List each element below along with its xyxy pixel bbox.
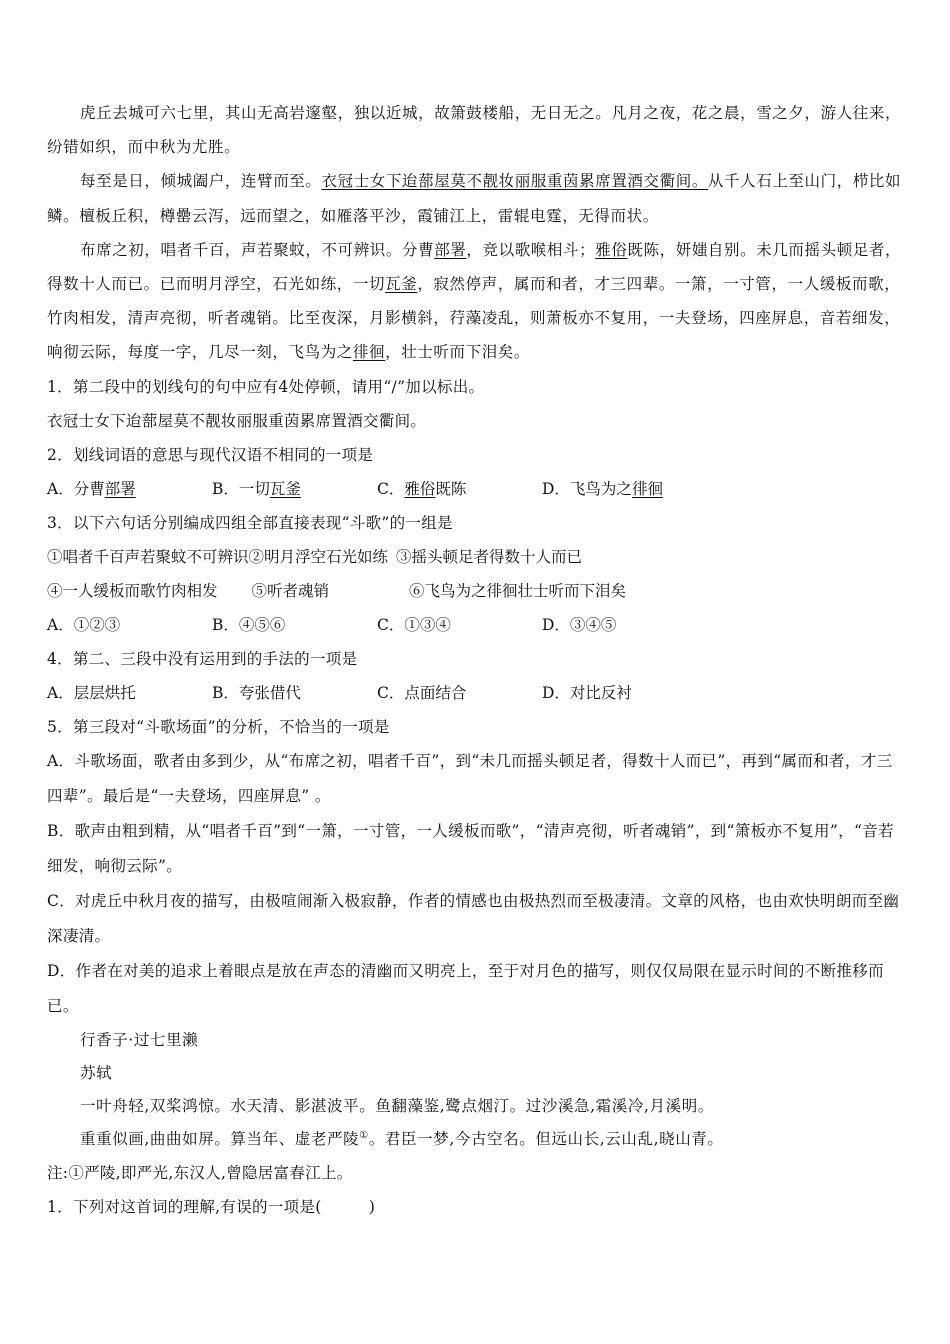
option-b[interactable] <box>212 472 377 506</box>
p2-text-after: 从千人石上至山门，栉比如鳞。檀板丘积，樽罍云泻，远而望之，如雁落平沙，霞铺江上，雷辊电霆，无得而状。 <box>47 172 902 225</box>
option-b-text: B．一切 <box>212 479 270 498</box>
poem-author: 苏轼 <box>80 1063 113 1082</box>
poem-section <box>47 1024 907 1224</box>
question-1-stem: 1．第二段中的划线句的句中应有4处停顿，请用“/”加以标出。 <box>47 377 485 396</box>
option-c[interactable] <box>377 472 542 506</box>
poem-line-2 <box>47 1123 907 1156</box>
poem-note: 注:①严陵,即严光,东汉人,曾隐居富春江上。 <box>47 1163 353 1182</box>
option-b[interactable]: B．歌声由粗到精，从“唱者千百”到“一箫，一寸管，一人缓板而歌”，“清声亮彻，听者魂销”，到“箫板亦不复用”，“音若细发，响彻云际”。 <box>47 821 895 875</box>
option-c-text-after: 既陈 <box>435 479 467 498</box>
option-a[interactable]: A．①②③ <box>47 615 121 634</box>
poem-title: 行香子·过七里濑 <box>80 1030 199 1049</box>
question-1 <box>47 370 907 438</box>
poem-question-1: 1．下列对这首词的理解,有误的一项是( ) <box>47 1197 376 1216</box>
p2-text-before: 每至是日，倾城阖户，连臂而至。 <box>80 172 322 191</box>
option-d[interactable] <box>542 472 707 506</box>
option-d[interactable]: D．对比反衬 <box>542 683 632 702</box>
p3-text-b: ，竞以歌喉相斗； <box>466 240 596 259</box>
passage-paragraph-3 <box>47 233 907 370</box>
underlined-word-paihuai: 徘徊 <box>352 343 386 362</box>
p3-text-d: ，寂然停声，属而和者，才三四辈。一箫，一寸管，一人缓板而歌，竹肉相发，清声亮彻，听者魂销。比至夜深，月影横斜，荇藻凌乱，则萧板亦不复用，一夫登场，四座屏息，音若细发，响彻云际，每度一字，几尽一刻，飞鸟为之 <box>47 275 901 362</box>
question-2-stem: 2．划线词语的意思与现代汉语不相同的一项是 <box>47 445 374 464</box>
underlined-word-wafu: 瓦釜 <box>385 275 418 294</box>
sentence-2: ②明月浮空石光如练 <box>248 547 389 566</box>
sentence-3: ③摇头顿足者得数十人而已 <box>396 547 583 566</box>
poem-line-2-a: 重重似画,曲曲如屏。算当年、虚老严陵 <box>80 1129 360 1148</box>
passage-paragraph-2 <box>47 164 907 232</box>
option-b[interactable]: B．④⑤⑥ <box>212 615 286 634</box>
option-c[interactable]: C．①③④ <box>377 615 451 634</box>
option-a-text: A．分曹 <box>47 479 105 498</box>
option-d[interactable]: D．③④⑤ <box>542 615 617 634</box>
question-3-options <box>47 608 907 642</box>
option-b[interactable]: B．夸张借代 <box>212 683 301 702</box>
option-d-text: D．飞鸟为之 <box>542 479 632 498</box>
question-5-stem: 5．第三段对“斗歌场面”的分析，不恰当的一项是 <box>47 717 390 736</box>
underlined-word-bushu: 部署 <box>434 240 467 259</box>
option-d-underlined: 徘徊 <box>631 479 663 498</box>
question-3 <box>47 506 907 642</box>
question-2-options <box>47 472 907 506</box>
question-3-sentences-row-1 <box>47 540 907 574</box>
option-d[interactable]: D．作者在对美的追求上着眼点是放在声态的清幽而又明亮上，至于对月色的描写，则仅仅局限在显示时间的不断推移而已。 <box>47 961 884 1015</box>
sentence-6: ⑥飞鸟为之徘徊壮士听而下泪矣 <box>409 581 627 600</box>
p3-text-e: ，壮士听而下泪矣。 <box>385 343 531 362</box>
question-4-options <box>47 676 907 710</box>
question-3-stem: 3．以下六句话分别编成四组全部直接表现“斗歌”的一组是 <box>47 513 453 532</box>
p3-text-a: 布席之初，唱者千百，声若聚蚊，不可辨识。分曹 <box>80 240 435 259</box>
question-3-sentences-row-2 <box>47 574 907 608</box>
poem-line-1: 一叶舟轻,双桨鸿惊。水天清、影湛波平。鱼翻藻鉴,鹭点烟汀。过沙溪急,霜溪冷,月溪明。 <box>80 1096 714 1115</box>
sentence-4: ④一人缓板而歌竹肉相发 <box>47 581 218 600</box>
option-a[interactable]: A．斗歌场面，歌者由多到少，从“布席之初，唱者千百”，到“未几而摇头顿足者，得数十人而已”，再到“属而和者，才三四辈”。最后是“一夫登场，四座屏息” 。 <box>47 751 893 805</box>
poem-line-2-b: 。君臣一梦,今古空名。但远山长,云山乱,晓山青。 <box>368 1129 724 1148</box>
passage-paragraph-1: 虎丘去城可六七里，其山无高岩邃壑，独以近城，故箫鼓楼船，无日无之。凡月之夜，花之晨，雪之夕，游人往来，纷错如织，而中秋为尤胜。 <box>47 104 902 157</box>
option-b-underlined: 瓦釜 <box>269 479 301 498</box>
question-4 <box>47 642 907 710</box>
underlined-word-yasu: 雅俗 <box>595 240 628 259</box>
option-a[interactable] <box>47 472 212 506</box>
question-1-sentence: 衣冠士女下迨蔀屋莫不靓妆丽服重茵累席置酒交衢间。 <box>47 411 427 430</box>
underlined-sentence: 衣冠士女下迨蔀屋莫不靓妆丽服重茵累席置酒交衢间。 <box>321 172 708 191</box>
document-page <box>47 96 907 1224</box>
sentence-1: ①唱者千百声若聚蚊不可辨识 <box>47 547 249 566</box>
option-c-underlined: 雅俗 <box>404 479 436 498</box>
question-2 <box>47 438 907 506</box>
footnote-marker: ① <box>359 1129 369 1141</box>
question-4-stem: 4．第二、三段中没有运用到的手法的一项是 <box>47 649 358 668</box>
sentence-5: ⑤听者魂销 <box>251 581 330 600</box>
question-5 <box>47 710 907 1024</box>
p3-text-c: 既陈，妍媸自别。未几而摇头顿足者，得数十人而已。已而明月浮空，石光如练，一切 <box>47 240 902 294</box>
option-a[interactable]: A．层层烘托 <box>47 683 136 702</box>
option-c[interactable]: C．点面结合 <box>377 683 467 702</box>
option-c[interactable]: C．对虎丘中秋月夜的描写，由极喧闹渐入极寂静，作者的情感也由极热烈而至极凄清。文章的风格，也由欢快明朗而至幽深凄清。 <box>47 891 900 945</box>
option-c-text: C． <box>377 479 405 498</box>
option-a-underlined: 部署 <box>104 479 136 498</box>
